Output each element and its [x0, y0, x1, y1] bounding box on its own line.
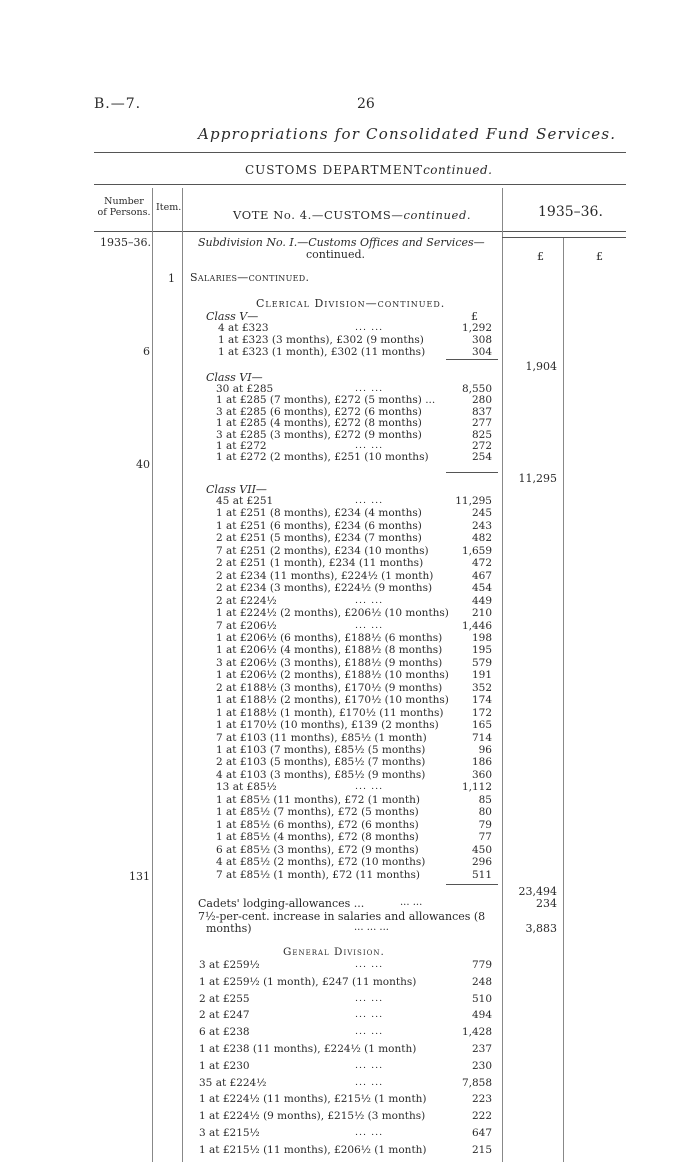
- class-vii-label: Class VII—: [206, 483, 267, 496]
- line-item-description: 4 at £85½ (2 months), £72 (10 months): [216, 856, 426, 869]
- line-item-description: 1 at £206½ (6 months), £188½ (6 months): [216, 631, 443, 644]
- class-vi-total: 11,295: [518, 472, 557, 485]
- cadets-allowance-label: Cadets' lodging-allowances ...: [198, 897, 365, 910]
- class-vii-persons: 131: [129, 870, 150, 883]
- line-item-amount: 304: [471, 346, 492, 358]
- line-item-amount: 215: [471, 1143, 492, 1156]
- line-item-row: [0, 831, 700, 843]
- line-item-amount: 450: [471, 843, 492, 856]
- line-item-amount: 714: [471, 731, 492, 744]
- class-vi-label: Class VI—: [206, 371, 263, 384]
- table-top-rule: [94, 184, 626, 185]
- line-item-description: 4 at £323: [218, 322, 269, 334]
- leader-dots: ... ...: [355, 1059, 384, 1071]
- line-item-description: 1 at £85½ (11 months), £72 (1 month): [216, 793, 420, 806]
- line-item-row: [0, 976, 700, 988]
- line-item-amount: 467: [471, 569, 492, 582]
- line-item-row: [0, 570, 700, 582]
- line-item-description: 1 at £103 (7 months), £85½ (5 months): [216, 744, 426, 756]
- pound-symbol-b: £: [596, 250, 603, 263]
- line-item-amount: 449: [471, 594, 492, 607]
- line-item-description: 1 at £224½ (11 months), £215½ (1 month): [199, 1093, 427, 1106]
- line-item-row: [0, 440, 700, 452]
- line-item-amount: 1,112: [461, 781, 492, 794]
- leader-dots: ... ...: [355, 322, 384, 333]
- line-item-amount: 825: [471, 428, 492, 441]
- line-item-row: [0, 394, 700, 406]
- leader-dots: ... ...: [355, 594, 384, 606]
- line-item-amount: 352: [471, 681, 492, 694]
- line-item-description: 7 at £103 (11 months), £85½ (1 month): [216, 731, 427, 744]
- class-v-label: Class V—: [206, 310, 259, 323]
- line-item-description: 2 at £224½: [216, 594, 277, 607]
- line-item-description: 1 at £285 (4 months), £272 (8 months): [216, 417, 422, 430]
- line-item-row: [0, 794, 700, 806]
- line-item-row: [0, 1077, 700, 1089]
- line-item-row: [0, 557, 700, 569]
- line-item-amount: 472: [471, 557, 492, 570]
- department-name: CUSTOMS DEPARTMENT: [245, 163, 424, 177]
- class-v-pound: £: [471, 310, 478, 323]
- line-item-amount: 222: [471, 1110, 492, 1123]
- leader-dots: ... ...: [355, 1076, 384, 1088]
- leader-dots: ... ...: [355, 495, 384, 506]
- line-item-description: 2 at £247: [199, 1009, 250, 1022]
- class-v-persons: 6: [143, 345, 150, 358]
- line-item-row: [0, 756, 700, 768]
- line-item-description: 1 at £272 (2 months), £251 (10 months): [216, 451, 429, 464]
- cadets-allowance-amount: 234: [536, 897, 557, 910]
- line-item-row: [0, 632, 700, 644]
- line-item-amount: 272: [471, 440, 492, 452]
- class-vii-rule: [446, 884, 498, 885]
- line-item-amount: 243: [471, 519, 492, 532]
- line-item-row: [0, 806, 700, 818]
- line-item-row: [0, 520, 700, 532]
- subdivision-line1: Subdivision No. I.—Customs Offices and Services—: [198, 236, 485, 249]
- line-item-description: 3 at £285 (6 months), £272 (6 months): [216, 405, 422, 418]
- line-item-description: 1 at £85½ (6 months), £72 (6 months): [216, 818, 419, 831]
- line-item-amount: 254: [471, 451, 492, 464]
- general-heading: General Division.: [283, 946, 385, 958]
- increase-line2: months): [206, 922, 252, 935]
- line-item-amount: 85: [478, 793, 492, 806]
- line-item-row: [0, 1026, 700, 1038]
- number-header-line1: Number: [104, 196, 144, 207]
- line-item-amount: 198: [471, 631, 492, 644]
- line-item-description: 6 at £238: [199, 1026, 250, 1039]
- subdivision-line2: continued.: [306, 248, 366, 261]
- line-item-row: [0, 1009, 700, 1021]
- line-item-description: 30 at £285: [216, 383, 274, 395]
- line-item-amount: 511: [471, 868, 492, 881]
- line-item-row: [0, 406, 700, 418]
- item-number: 1: [168, 272, 175, 285]
- line-item-amount: 360: [471, 768, 492, 781]
- class-vii-total: 23,494: [518, 885, 557, 898]
- cadets-allowance-dots: ... ...: [400, 897, 423, 908]
- line-item-description: 1 at £323 (3 months), £302 (9 months): [218, 334, 424, 346]
- vote-heading: [233, 208, 471, 222]
- line-item-row: [0, 993, 700, 1005]
- line-item-description: 2 at £234 (3 months), £224½ (9 months): [216, 582, 433, 595]
- salaries-label: Salaries—continued.: [190, 271, 310, 284]
- pound-symbol-a: £: [537, 250, 544, 263]
- line-item-amount: 8,550: [461, 383, 492, 395]
- line-item-row: [0, 732, 700, 744]
- clerical-heading: Clerical Division—continued.: [256, 297, 446, 310]
- class-v-rule: [446, 359, 498, 360]
- line-item-description: 1 at £272: [216, 440, 267, 452]
- line-item-description: 3 at £206½ (3 months), £188½ (9 months): [216, 656, 443, 669]
- line-item-amount: 186: [471, 756, 492, 769]
- page-number: 26: [357, 96, 375, 112]
- line-item-amount: 245: [471, 507, 492, 520]
- vote-title: VOTE No. 4.—CUSTOMS—: [233, 208, 404, 222]
- leader-dots: ... ...: [355, 1009, 384, 1021]
- line-item-amount: 296: [471, 856, 492, 869]
- line-item-amount: 837: [471, 405, 492, 418]
- line-item-row: [0, 532, 700, 544]
- line-item-description: 35 at £224½: [199, 1076, 267, 1089]
- line-item-row: [0, 707, 700, 719]
- department-heading: [245, 163, 492, 177]
- line-item-description: 1 at £170½ (10 months), £139 (2 months): [216, 719, 439, 732]
- line-item-description: 1 at £85½ (4 months), £72 (8 months): [216, 831, 419, 844]
- line-item-row: [0, 429, 700, 441]
- line-item-description: 1 at £188½ (1 month), £170½ (11 months): [216, 706, 444, 719]
- line-item-description: 3 at £259½: [199, 959, 260, 971]
- persons-year: 1935–36.: [100, 236, 151, 249]
- line-item-description: 13 at £85½: [216, 781, 277, 794]
- line-item-row: [0, 856, 700, 868]
- number-header: [96, 196, 152, 218]
- line-item-row: [0, 844, 700, 856]
- line-item-row: [0, 781, 700, 793]
- line-item-row: [0, 657, 700, 669]
- title-rule: [94, 152, 626, 153]
- line-item-amount: 1,292: [461, 322, 492, 334]
- line-item-description: 1 at £323 (1 month), £302 (11 months): [218, 346, 426, 358]
- line-item-amount: 11,295: [455, 495, 492, 507]
- line-item-row: [0, 959, 700, 971]
- line-item-amount: 248: [471, 975, 492, 988]
- line-item-amount: 223: [471, 1093, 492, 1106]
- line-item-row: [0, 682, 700, 694]
- line-item-description: 7 at £251 (2 months), £234 (10 months): [216, 544, 429, 557]
- increase-line1: 7½-per-cent. increase in salaries and allowances (8: [198, 910, 486, 923]
- line-item-row: [0, 769, 700, 781]
- line-item-row: [0, 719, 700, 731]
- line-item-description: 1 at £85½ (7 months), £72 (5 months): [216, 806, 419, 819]
- line-item-description: 1 at £285 (7 months), £272 (5 months) ...: [216, 394, 436, 407]
- line-item-row: [0, 620, 700, 632]
- year-header: 1935–36.: [538, 204, 603, 220]
- line-item-row: [0, 495, 700, 507]
- head-bottom-rule: [94, 231, 626, 232]
- class-vi-persons: 40: [136, 458, 150, 471]
- line-item-row: [0, 1110, 700, 1122]
- line-item-description: 2 at £251 (1 month), £234 (11 months): [216, 557, 424, 570]
- line-item-row: [0, 819, 700, 831]
- number-header-line2: of Persons.: [97, 207, 151, 218]
- page-title: Appropriations for Consolidated Fund Services.: [198, 125, 617, 143]
- leader-dots: ... ...: [355, 440, 384, 451]
- line-item-row: [0, 582, 700, 594]
- line-item-row: [0, 322, 700, 334]
- leader-dots: ... ...: [355, 383, 384, 394]
- line-item-description: 2 at £255: [199, 992, 250, 1005]
- leader-dots: ... ...: [355, 619, 384, 631]
- line-item-description: 2 at £103 (5 months), £85½ (7 months): [216, 756, 426, 769]
- line-item-amount: 165: [471, 719, 492, 732]
- line-item-description: 7 at £206½: [216, 619, 277, 632]
- line-item-row: [0, 644, 700, 656]
- line-item-row: [0, 1127, 700, 1139]
- line-item-row: [0, 1093, 700, 1105]
- line-item-row: [0, 669, 700, 681]
- line-item-row: [0, 595, 700, 607]
- line-item-description: 1 at £259½ (1 month), £247 (11 months): [199, 975, 417, 988]
- line-item-description: 6 at £85½ (3 months), £72 (9 months): [216, 843, 419, 856]
- line-item-amount: 277: [471, 417, 492, 430]
- line-item-amount: 308: [471, 334, 492, 346]
- line-item-row: [0, 744, 700, 756]
- line-item-row: [0, 607, 700, 619]
- line-item-amount: 494: [471, 1009, 492, 1022]
- line-item-row: [0, 383, 700, 395]
- line-item-row: [0, 1060, 700, 1072]
- line-item-description: 1 at £224½ (9 months), £215½ (3 months): [199, 1110, 426, 1123]
- line-item-description: 1 at £251 (8 months), £234 (4 months): [216, 507, 422, 520]
- line-item-amount: 174: [471, 694, 492, 707]
- line-item-row: [0, 545, 700, 557]
- line-item-amount: 191: [471, 669, 492, 682]
- year-subrule: [502, 237, 626, 238]
- line-item-description: 1 at £215½ (11 months), £206½ (1 month): [199, 1143, 427, 1156]
- class-v-total: 1,904: [525, 360, 557, 373]
- line-item-description: 1 at £188½ (2 months), £170½ (10 months): [216, 694, 449, 707]
- line-item-row: [0, 1144, 700, 1156]
- leader-dots: ... ...: [355, 992, 384, 1004]
- line-item-description: 1 at £230: [199, 1059, 250, 1072]
- class-vi-rule: [446, 472, 498, 473]
- line-item-amount: 80: [478, 806, 492, 819]
- line-item-amount: 172: [471, 706, 492, 719]
- line-item-amount: 779: [471, 959, 492, 971]
- line-item-description: 3 at £215½: [199, 1127, 260, 1139]
- line-item-amount: 96: [478, 744, 492, 756]
- line-item-description: 4 at £103 (3 months), £85½ (9 months): [216, 768, 426, 781]
- line-item-row: [0, 1043, 700, 1055]
- line-item-amount: 230: [471, 1059, 492, 1072]
- leader-dots: ... ...: [355, 1026, 384, 1038]
- line-item-description: 2 at £188½ (3 months), £170½ (9 months): [216, 681, 443, 694]
- department-continued: continued.: [423, 163, 493, 177]
- line-item-description: 2 at £234 (11 months), £224½ (1 month): [216, 569, 434, 582]
- vote-continued: continued.: [403, 208, 472, 222]
- increase-amount: 3,883: [525, 922, 557, 935]
- leader-dots: ... ...: [355, 781, 384, 793]
- line-item-row: [0, 417, 700, 429]
- line-item-description: 1 at £224½ (2 months), £206½ (10 months): [216, 607, 449, 620]
- line-item-amount: 210: [471, 607, 492, 620]
- line-item-amount: 280: [471, 394, 492, 407]
- line-item-description: 3 at £285 (3 months), £272 (9 months): [216, 428, 422, 441]
- line-item-description: 1 at £251 (6 months), £234 (6 months): [216, 519, 422, 532]
- line-item-amount: 1,428: [461, 1026, 492, 1039]
- line-item-amount: 7,858: [461, 1076, 492, 1089]
- line-item-amount: 510: [471, 992, 492, 1005]
- leader-dots: ... ...: [355, 1127, 384, 1138]
- line-item-description: 45 at £251: [216, 495, 274, 507]
- line-item-description: 7 at £85½ (1 month), £72 (11 months): [216, 868, 420, 881]
- line-item-description: 2 at £251 (5 months), £234 (7 months): [216, 532, 422, 545]
- increase-dots: ... ... ...: [354, 922, 389, 933]
- line-item-description: 1 at £206½ (2 months), £188½ (10 months): [216, 669, 449, 682]
- item-header: Item.: [156, 202, 182, 213]
- line-item-amount: 579: [471, 656, 492, 669]
- line-item-amount: 647: [471, 1127, 492, 1139]
- line-item-amount: 79: [478, 818, 492, 831]
- line-item-description: 1 at £206½ (4 months), £188½ (8 months): [216, 644, 443, 657]
- line-item-amount: 1,659: [461, 544, 492, 557]
- line-item-amount: 195: [471, 644, 492, 657]
- line-item-amount: 237: [471, 1043, 492, 1055]
- line-item-row: [0, 507, 700, 519]
- leader-dots: ... ...: [355, 959, 384, 970]
- section-code: B.—7.: [94, 96, 142, 112]
- line-item-description: 1 at £238 (11 months), £224½ (1 month): [199, 1043, 417, 1055]
- line-item-amount: 77: [478, 831, 492, 844]
- line-item-amount: 1,446: [461, 619, 492, 632]
- line-item-amount: 454: [471, 582, 492, 595]
- line-item-amount: 482: [471, 532, 492, 545]
- line-item-row: [0, 694, 700, 706]
